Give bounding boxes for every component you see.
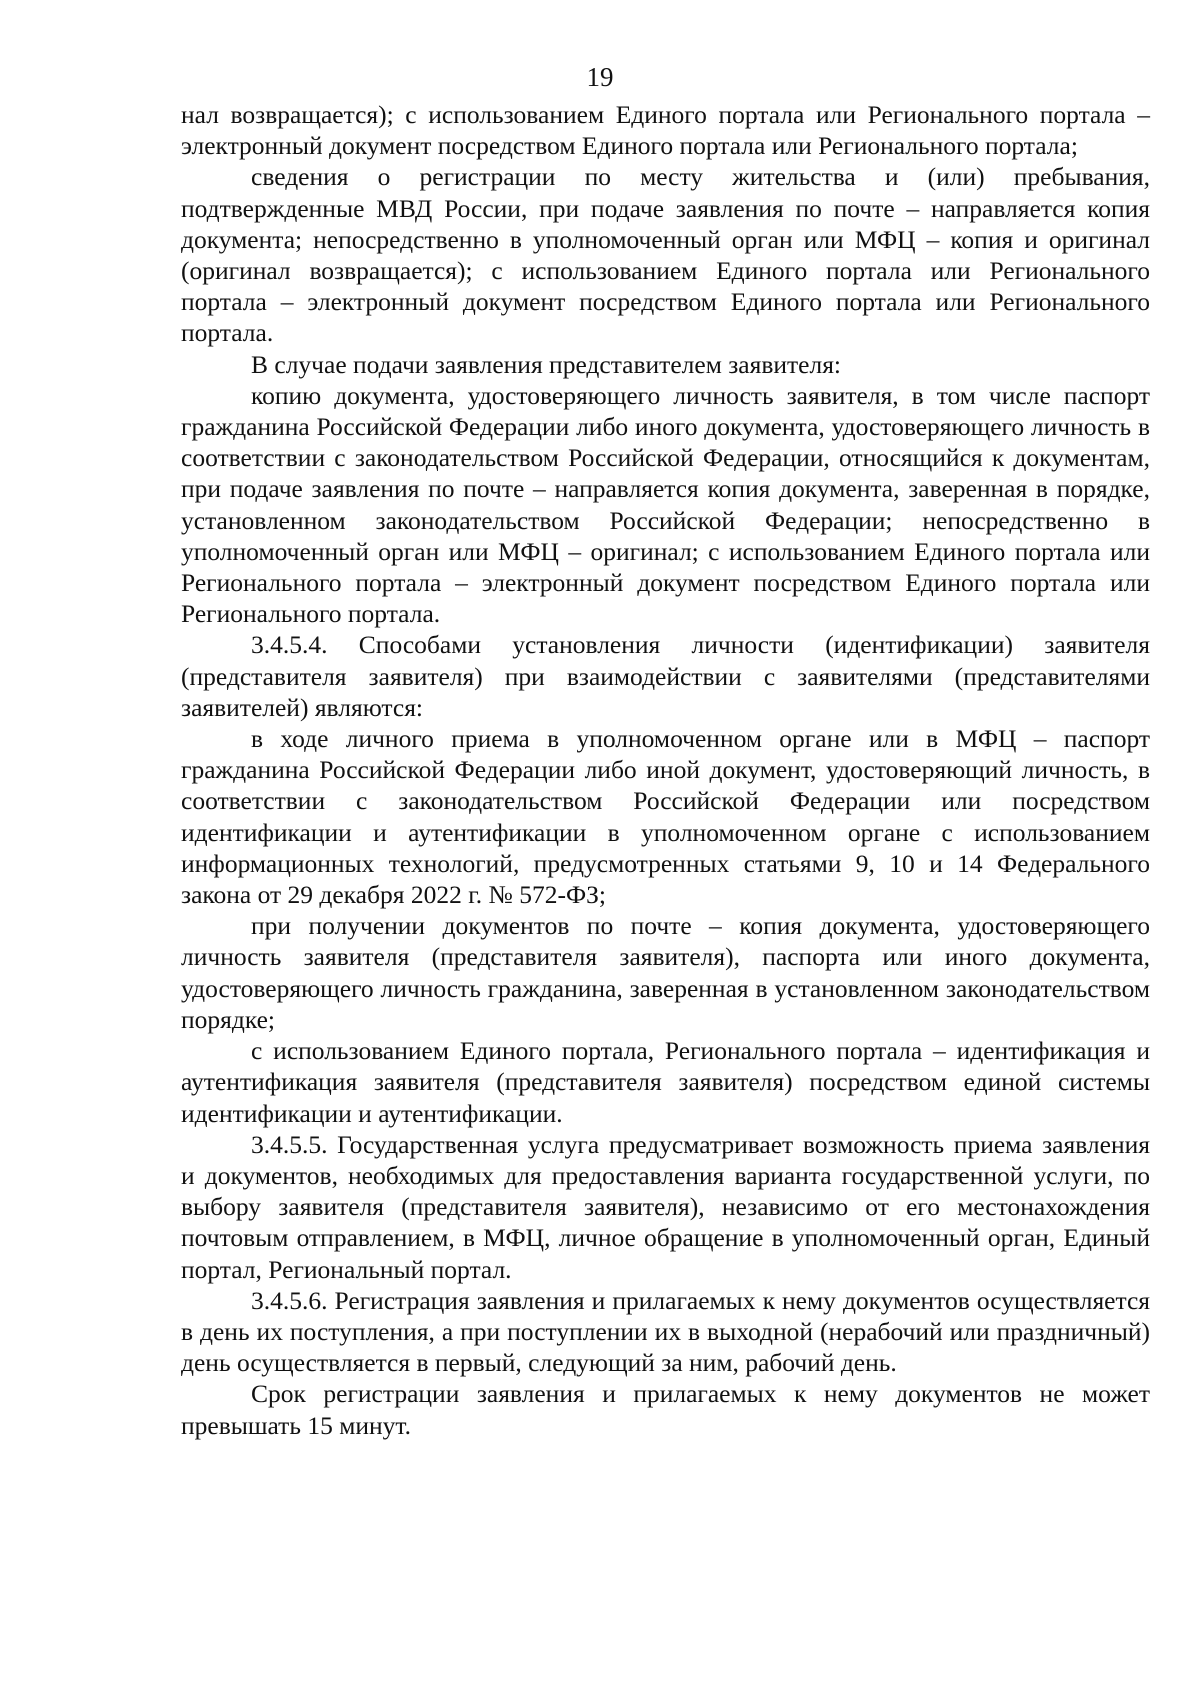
page-number: 19 bbox=[586, 62, 614, 92]
paragraph-unified-portal: с использованием Единого портала, Регионального портала – идентификация и аутентификация заявителя (представителя заявителя) посредством единой системы идентификации и аутентификации. bbox=[181, 1036, 1150, 1128]
paragraph-representative-case: В случае подачи заявления представителем заявителя: bbox=[251, 349, 842, 379]
document-body bbox=[181, 99, 1150, 1441]
paragraph-identity-document-copy: копию документа, удостоверяющего личность заявителя, в том числе паспорт гражданина Российской Федерации либо иного документа, удостоверяющего личность в соответствии с законодательством Российской Федерации, относящийся к документам, при подаче заявления по почте – направляется копия документа, заверенная в порядке, установленном законодательством Российской Федерации; непосредственно в уполномоченный орган или МФЦ – оригинал; с использованием Единого портала или Регионального портала – электронный документ посредством Единого портала или Регионального портала. bbox=[181, 380, 1150, 629]
paragraph-section-3-4-5-4: 3.4.5.4. Способами установления личности (идентификации) заявителя (представителя заявителя) при взаимодействии с заявителями (представителями заявителей) являются: bbox=[181, 630, 1150, 722]
paragraph-personal-reception: в ходе личного приема в уполномоченном органе или в МФЦ – паспорт гражданина Российской Федерации либо иной документ, удостоверяющий личность, в соответствии с законодательством Российской Федерации или посредством идентификации и аутентификации в уполномоченном органе с использованием информационных технологий, предусмотренных статьями 9, 10 и 14 Федерального закона от 29 декабря 2022 г. № 572-ФЗ; bbox=[181, 724, 1150, 910]
paragraph-continuation: нал возвращается); с использованием Единого портала или Регионального портала – электронный документ посредством Единого портала или Регионального портала; bbox=[181, 100, 1150, 161]
paragraph-registration-term: Срок регистрации заявления и прилагаемых к нему документов не может превышать 15 минут. bbox=[181, 1379, 1150, 1440]
paragraph-section-3-4-5-5: 3.4.5.5. Государственная услуга предусматривает возможность приема заявления и документов, необходимых для предоставления варианта государственной услуги, по выбору заявителя (представителя заявителя), независимо от его местонахождения почтовым отправлением, в МФЦ, личное обращение в уполномоченный орган, Единый портал, Региональный портал. bbox=[181, 1129, 1150, 1284]
paragraph-section-3-4-5-6: 3.4.5.6. Регистрация заявления и прилагаемых к нему документов осуществляется в день их поступления, а при поступлении их в выходной (нерабочий или праздничный) день осуществляется в первый, следующий за ним, рабочий день. bbox=[181, 1285, 1150, 1378]
paragraph-registration-info: сведения о регистрации по месту жительства и (или) пребывания, подтвержденные МВД России, при подаче заявления по почте – направляется копия документа; непосредственно в уполномоченный орган или МФЦ – копия и оригинал (оригинал возвращается); с использованием Единого портала или Регионального портала – электронный документ посредством Единого портала или Регионального портала. bbox=[181, 162, 1150, 348]
paragraph-postal-documents: при получении документов по почте – копия документа, удостоверяющего личность заявителя (представителя заявителя), паспорта или иного документа, удостоверяющего личность гражданина, заверенная в установленном законодательством порядке; bbox=[181, 911, 1150, 1034]
